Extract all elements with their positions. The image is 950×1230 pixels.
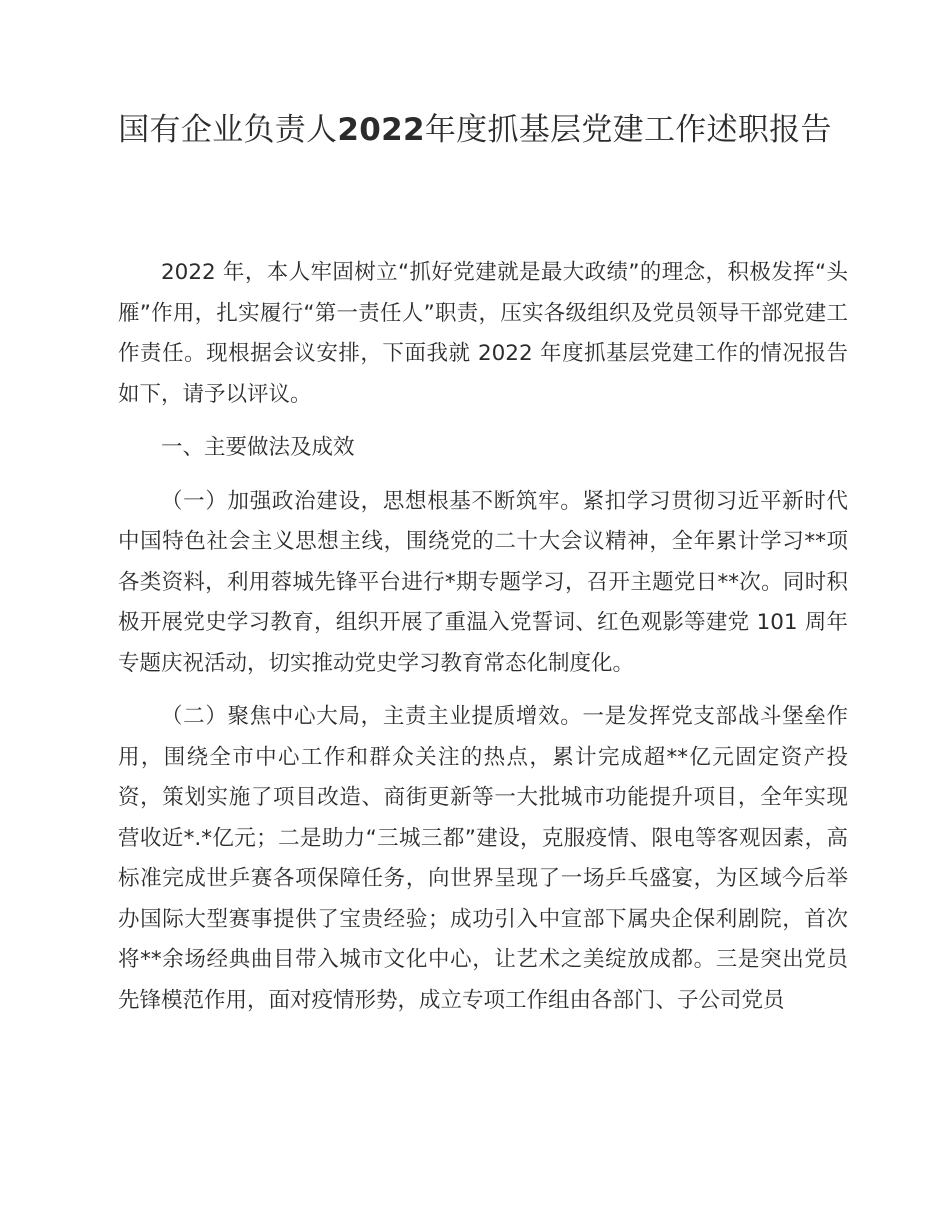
document-body [118,253,848,1034]
title-year: 2022 [337,112,425,148]
title-part-1: 国有企业负责人 [118,112,338,148]
document-title [118,108,832,152]
paragraph-political-building: （一）加强政治建设，思想根基不断筑牢。紧扣学习贯彻习近平新时代中国特色社会主义思想主线，围绕党的二十大会议精神，全年累计学习**项各类资料，利用蓉城先锋平台进行*期专题学习，召开主题党日**次。同时积极开展党史学习教育，组织开展了重温入党誓词、红色观影等建党 101 周年专题庆祝活动，切实推动党史学习教育常态化制度化。 [118,488,848,676]
section-heading: 一、主要做法及成效 [161,435,355,460]
paragraph-central-tasks: （二）聚焦中心大局，主责主业提质增效。一是发挥党支部战斗堡垒作用，围绕全市中心工作和群众关注的热点，累计完成超**亿元固定资产投资，策划实施了项目改造、商街更新等一大批城市功能提升项目，全年实现营收近*.*亿元；二是助力“三城三都”建设，克服疫情、限电等客观因素，高标准完成世乒赛各项保障任务，向世界呈现了一场乒乓盛宴，为区域今后举办国际大型赛事提供了宝贵经验；成功引入中宣部下属央企保利剧院，首次将**余场经典曲目带入城市文化中心，让艺术之美绽放成都。三是突出党员先锋模范作用，面对疫情形势，成立专项工作组由各部门、子公司党员 [118,704,848,1013]
title-part-2: 年度抓基层党建工作述职报告 [424,112,832,148]
paragraph-intro: 2022 年，本人牢固树立“抓好党建就是最大政绩”的理念，积极发挥“头雁”作用，扎实履行“第一责任人”职责，压实各级组织及党员领导干部党建工作责任。现根据会议安排，下面我就 2022 年度抓基层党建工作的情况报告如下，请予以评议。 [118,260,848,407]
